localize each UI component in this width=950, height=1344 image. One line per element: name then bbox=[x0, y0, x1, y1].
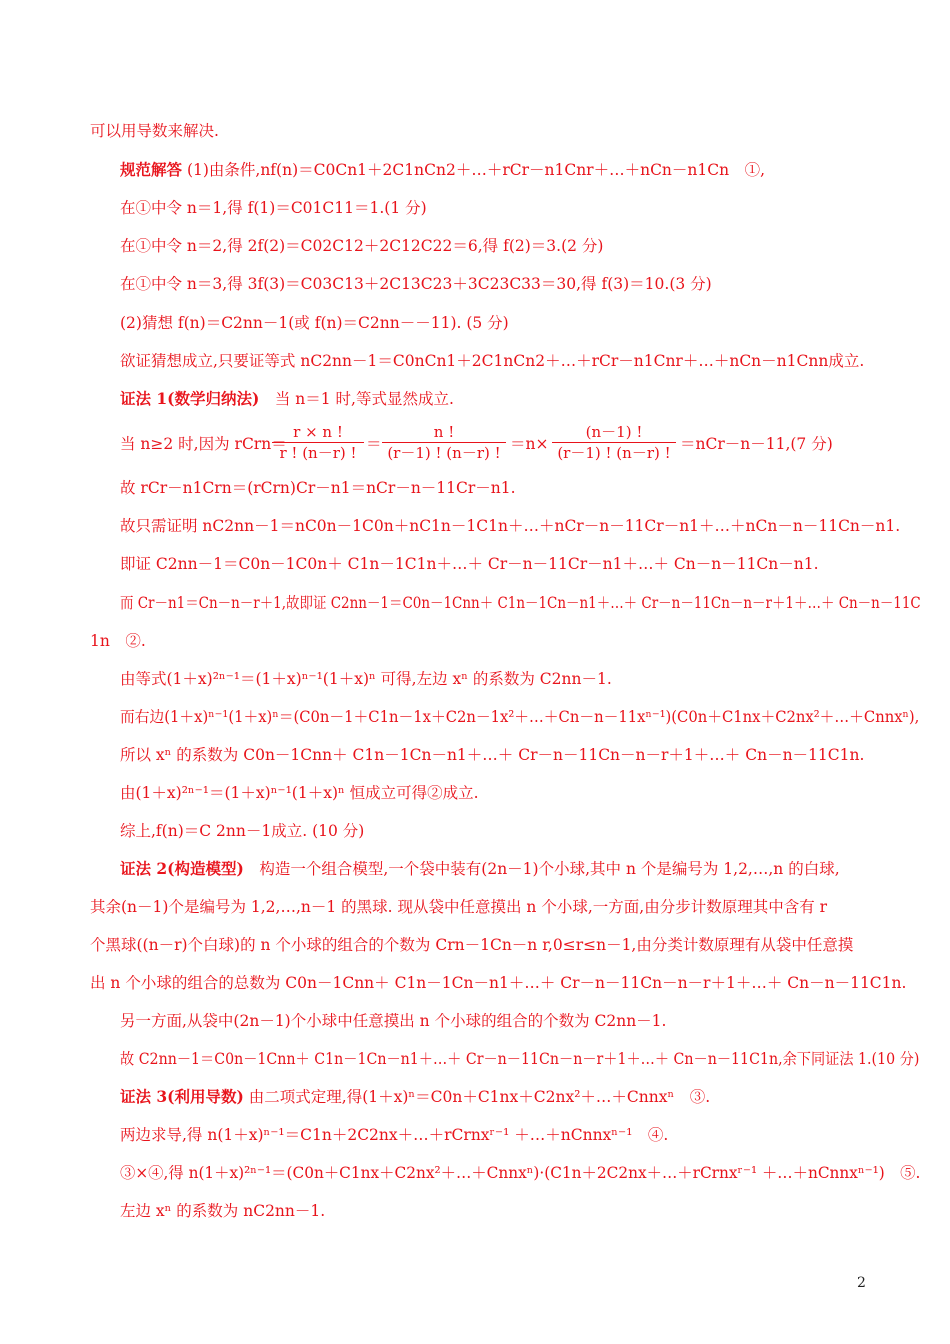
text-span: ＝n× bbox=[510, 435, 549, 453]
section-label: 证法 1(数学归纳法) bbox=[120, 389, 260, 408]
text-line: 其余(n－1)个是编号为 1,2,…,n－1 的黑球. 现从袋中任意摸出 n 个小球,一方面,由分步计数原理其中含有 r bbox=[90, 898, 828, 916]
text-span: 当 n≥2 时,因为 rCrn＝ bbox=[120, 435, 287, 453]
text-line: 而 Cr－n1＝Cn－n－r＋1,故即证 C2nn－1＝C0n－1Cnn＋ C1n－1Cn－n1＋…＋ Cr－n－11Cn－n－r＋1＋…＋ Cn－n－11C bbox=[120, 594, 921, 612]
text-line: 故只需证明 nC2nn－1＝nC0n－1C0n＋nC1n－1C1n＋…＋nCr－n－11Cr－n1＋…＋nCn－n－11Cn－n1. bbox=[120, 517, 901, 535]
text-line: 1n ②. bbox=[90, 632, 146, 650]
text-span: (1)由条件,nf(n)＝C0Cn1＋2C1nCn2＋…＋rCr－n1Cnr＋…＋nCn－n1Cn ①, bbox=[182, 161, 766, 179]
fraction-numerator: (n－1) ! bbox=[585, 423, 643, 441]
text-line: 综上,f(n)＝C 2nn－1成立. (10 分) bbox=[120, 822, 365, 840]
text-line bbox=[120, 389, 454, 409]
text-line: 即证 C2nn－1＝C0n－1C0n＋ C1n－1C1n＋…＋ Cr－n－11Cr－n1＋…＋ Cn－n－11Cn－n1. bbox=[120, 555, 819, 573]
text-line: 在①中令 n＝2,得 2f(2)＝C02C12＋2C12C22＝6,得 f(2)＝3.(2 分) bbox=[120, 237, 604, 255]
text-line: ③×④,得 n(1＋x)²ⁿ⁻¹＝(C0n＋C1nx＋C2nx²＋…＋Cnnxⁿ)·(C1n＋2C2nx＋…＋rCrnxʳ⁻¹ ＋…＋nCnnxⁿ⁻¹) ⑤. bbox=[120, 1164, 921, 1182]
fraction-denominator: (r－1) ! (n－r) ! bbox=[387, 444, 501, 462]
text-line: 而右边(1＋x)ⁿ⁻¹(1＋x)ⁿ＝(C0n－1＋C1n－1x＋C2n－1x²＋…＋Cn－n－11xⁿ⁻¹)(C0n＋C1nx＋C2nx²＋…＋Cnnxⁿ), bbox=[120, 708, 920, 726]
text-line: 出 n 个小球的组合的总数为 C0n－1Cnn＋ C1n－1Cn－n1＋…＋ Cr－n－11Cn－n－r＋1＋…＋ Cn－n－11C1n. bbox=[90, 974, 907, 992]
text-line: 在①中令 n＝1,得 f(1)＝C01C11＝1.(1 分) bbox=[120, 199, 427, 217]
text-line: 两边求导,得 n(1＋x)ⁿ⁻¹＝C1n＋2C2nx＋…＋rCrnxʳ⁻¹ ＋…＋nCnnxⁿ⁻¹ ④. bbox=[120, 1126, 669, 1144]
text-span: ＝nCr－n－11,(7 分) bbox=[680, 435, 833, 453]
text-span: 构造一个组合模型,一个袋中装有(2n－1)个小球,其中 n 个是编号为 1,2,…,n 的白球, bbox=[243, 860, 840, 878]
fraction-numerator: r × n ! bbox=[293, 423, 343, 441]
text-line: 所以 xⁿ 的系数为 C0n－1Cnn＋ C1n－1Cn－n1＋…＋ Cr－n－11Cn－n－r＋1＋…＋ Cn－n－11C1n. bbox=[120, 746, 865, 764]
text-span: ＝ bbox=[366, 435, 382, 453]
section-label: 证法 3(利用导数) bbox=[120, 1087, 244, 1106]
fraction bbox=[382, 422, 506, 463]
text-line: 欲证猜想成立,只要证等式 nC2nn－1＝C0nCn1＋2C1nCn2＋…＋rCr－n1Cnr＋…＋nCn－n1Cnn成立. bbox=[120, 352, 865, 370]
text-span: 由二项式定理,得(1＋x)ⁿ＝C0n＋C1nx＋C2nx²＋…＋Cnnxⁿ ③. bbox=[243, 1088, 711, 1106]
text-line bbox=[120, 160, 765, 180]
text-line: 由等式(1＋x)²ⁿ⁻¹＝(1＋x)ⁿ⁻¹(1＋x)ⁿ 可得,左边 xⁿ 的系数为 C2nn－1. bbox=[120, 670, 612, 688]
text-line: 在①中令 n＝3,得 3f(3)＝C03C13＋2C13C23＋3C23C33＝30,得 f(3)＝10.(3 分) bbox=[120, 275, 712, 293]
text-line: 故 rCr－n1Crn＝(rCrn)Cr－n1＝nCr－n－11Cr－n1. bbox=[120, 479, 516, 497]
text-line bbox=[120, 859, 840, 879]
text-line: 个黑球((n－r)个白球)的 n 个小球的组合的个数为 Crn－1Cn－n r,0≤r≤n－1,由分类计数原理有从袋中任意摸 bbox=[90, 936, 854, 954]
page-number: 2 bbox=[857, 1275, 866, 1291]
text-line: 故 C2nn－1＝C0n－1Cnn＋ C1n－1Cn－n1＋…＋ Cr－n－11Cn－n－r＋1＋…＋ Cn－n－11C1n,余下同证法 1.(10 分) bbox=[120, 1050, 920, 1068]
text-span: 当 n＝1 时,等式显然成立. bbox=[259, 390, 454, 408]
text-line bbox=[120, 1087, 710, 1107]
fraction bbox=[272, 422, 364, 463]
text-line: 可以用导数来解决. bbox=[90, 122, 219, 140]
text-line: (2)猜想 f(n)＝C2nn－1(或 f(n)＝C2nn－－11). (5 分) bbox=[120, 314, 509, 332]
fraction bbox=[552, 422, 676, 463]
section-label: 规范解答 bbox=[120, 160, 183, 179]
text-line: 另一方面,从袋中(2n－1)个小球中任意摸出 n 个小球的组合的个数为 C2nn－1. bbox=[120, 1012, 667, 1030]
text-line: 左边 xⁿ 的系数为 nC2nn－1. bbox=[120, 1202, 326, 1220]
fraction-denominator: (r－1) ! (n－r) ! bbox=[557, 444, 671, 462]
section-label: 证法 2(构造模型) bbox=[120, 859, 244, 878]
text-line: 由(1＋x)²ⁿ⁻¹＝(1＋x)ⁿ⁻¹(1＋x)ⁿ 恒成立可得②成立. bbox=[120, 784, 479, 802]
fraction-denominator: r ! (n－r) ! bbox=[279, 444, 357, 462]
fraction-numerator: n ! bbox=[433, 423, 455, 441]
